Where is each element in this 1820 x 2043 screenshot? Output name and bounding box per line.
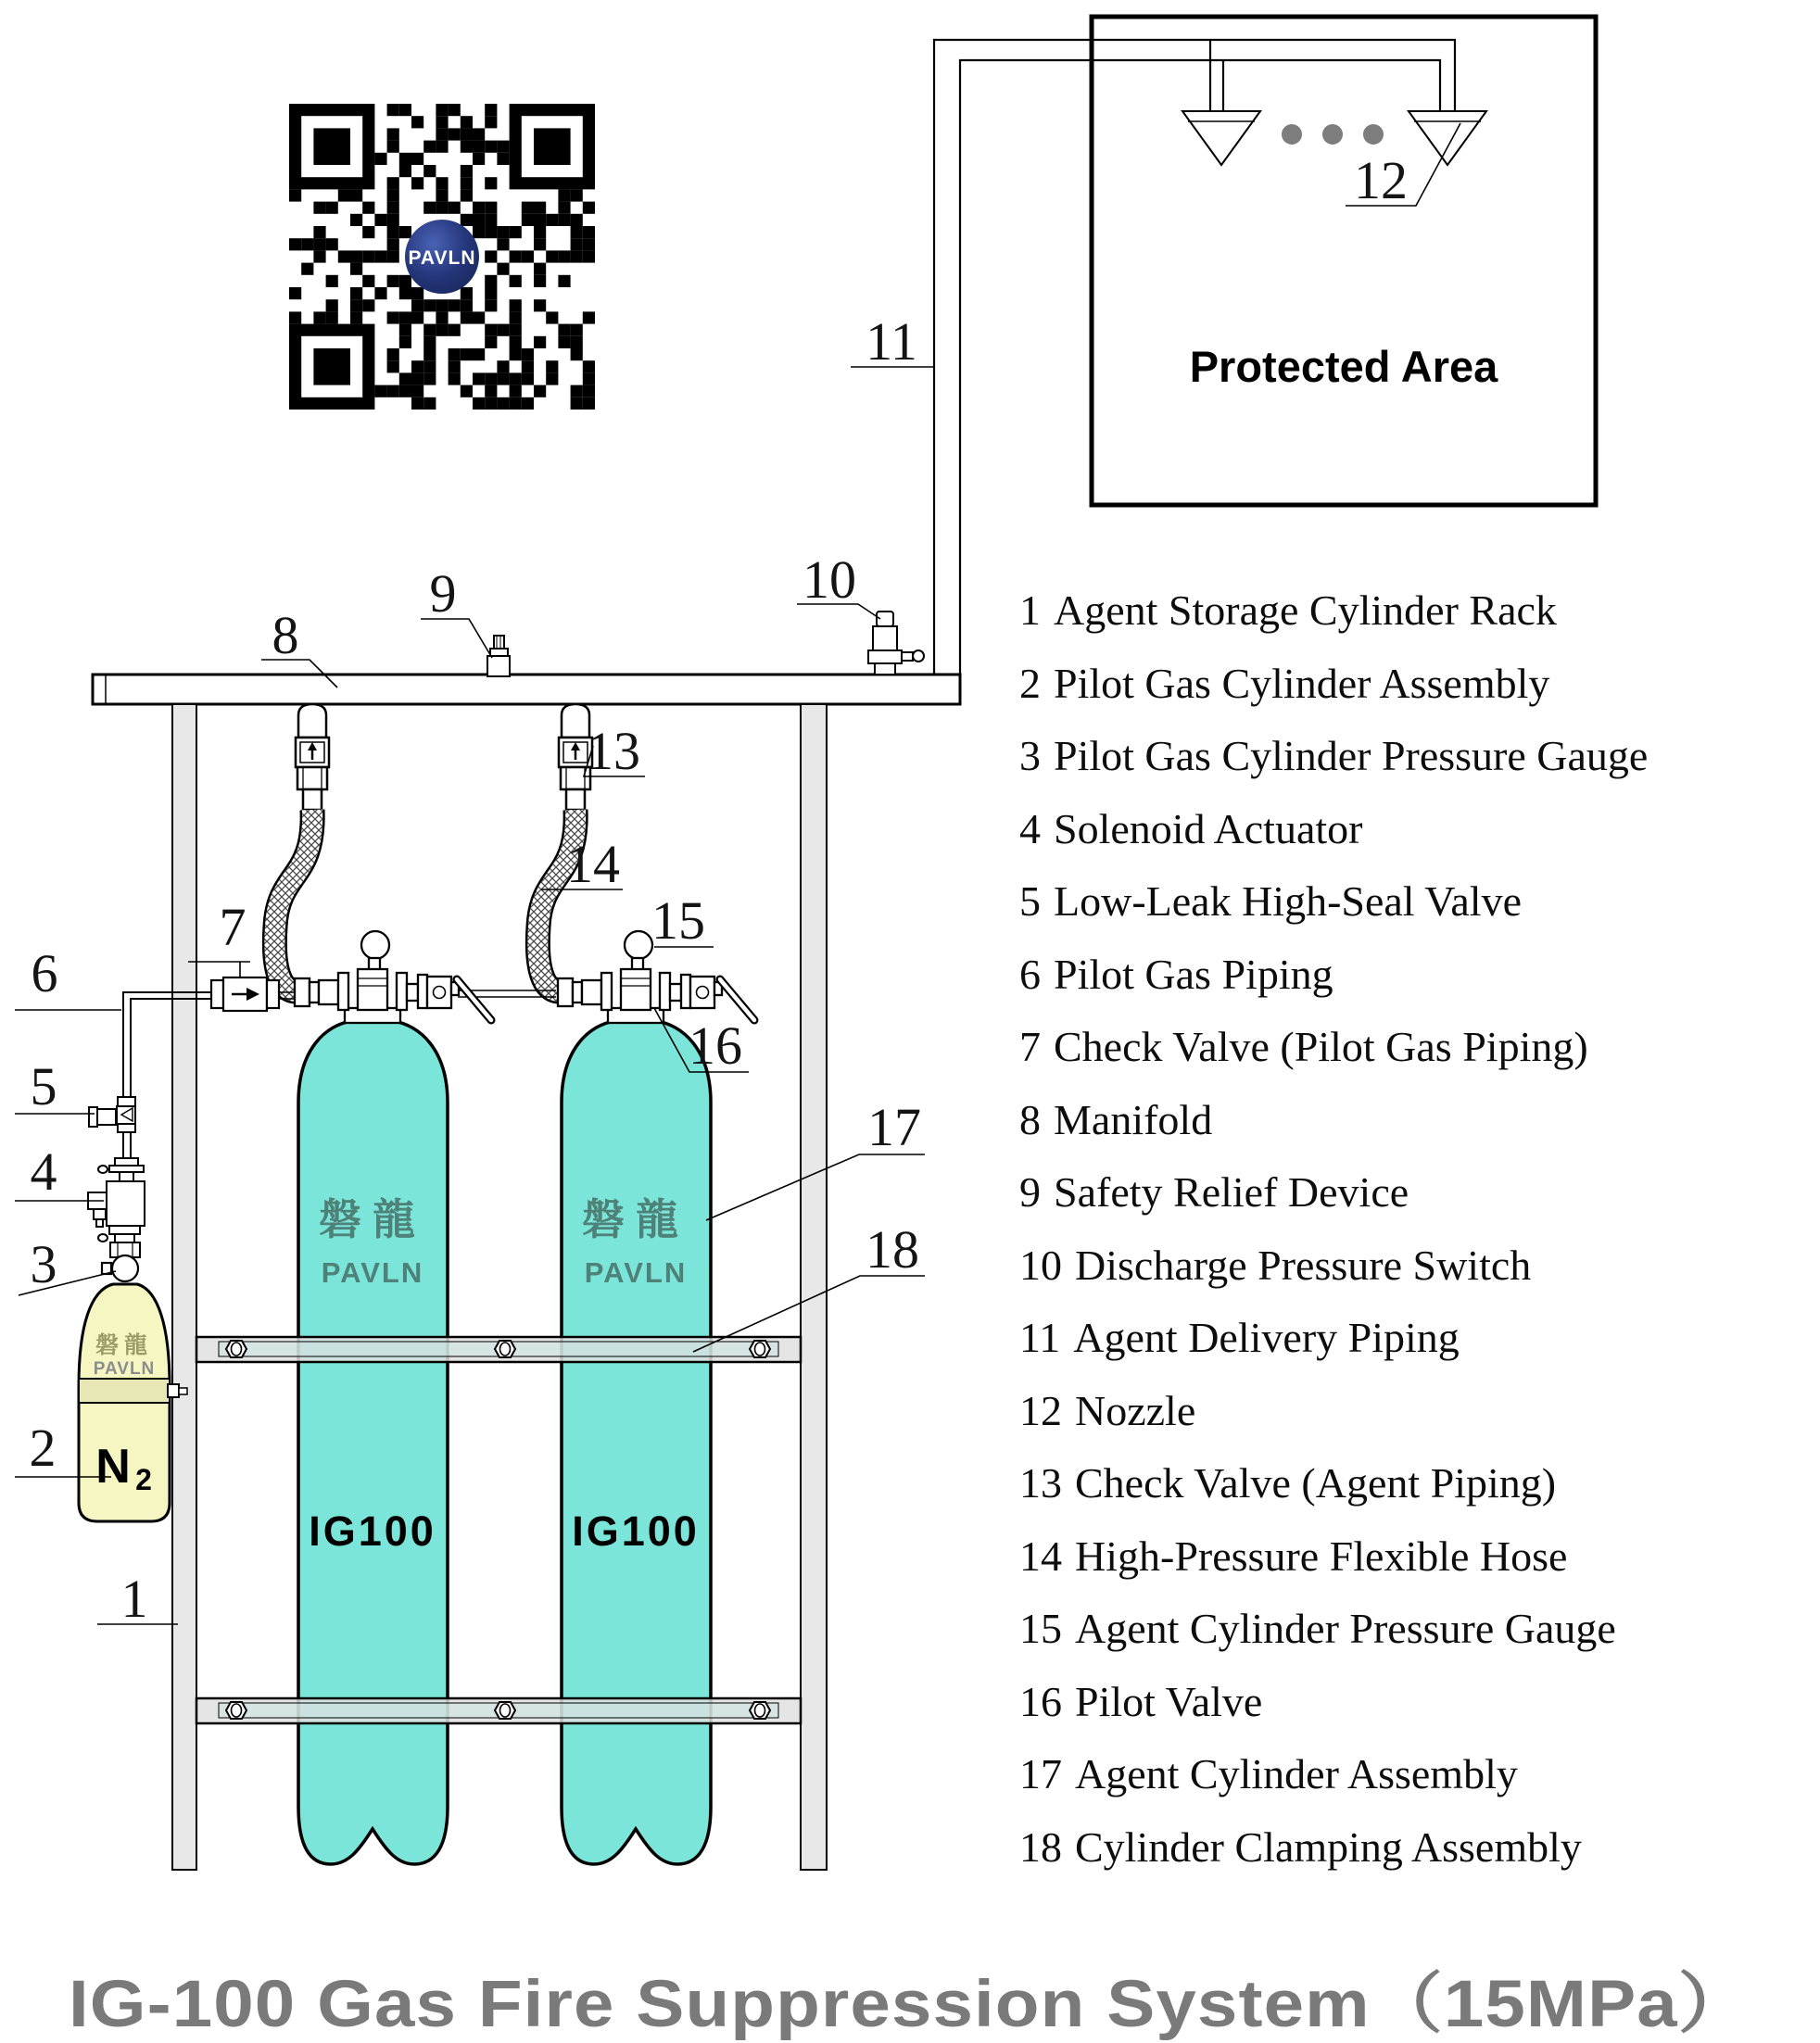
solenoid-actuator (88, 1158, 145, 1257)
legend-item: 5 Low-Leak High-Seal Valve (1019, 877, 1522, 925)
cylinder1-model: IG100 (309, 1507, 436, 1555)
callout-5: 5 (30, 1056, 57, 1116)
legend-item: 13 Check Valve (Agent Piping) (1019, 1459, 1557, 1507)
check-valve-pilot (211, 977, 279, 1011)
legend-item: 17 Agent Cylinder Assembly (1019, 1750, 1518, 1797)
pilot-cylinder-assembly (79, 1097, 187, 1521)
page-title: IG-100 Gas Fire Suppression System（15MPa） (68, 1968, 1752, 2041)
clamping-assembly-upper (196, 1337, 801, 1362)
legend-item: 16 Pilot Valve (1019, 1677, 1263, 1725)
legend-item: 15 Agent Cylinder Pressure Gauge (1019, 1605, 1616, 1652)
callout-18: 18 (866, 1219, 919, 1280)
callout-2: 2 (29, 1418, 57, 1478)
qr-code (289, 104, 595, 410)
legend-item: 2 Pilot Gas Cylinder Assembly (1019, 659, 1550, 707)
cylinder1-brand-en: PAVLN (321, 1256, 424, 1289)
callout-1: 1 (120, 1569, 148, 1629)
cylinder2-model: IG100 (572, 1507, 700, 1555)
legend-item: 14 High-Pressure Flexible Hose (1019, 1532, 1568, 1580)
callout-7: 7 (219, 897, 246, 957)
callout-12: 12 (1354, 150, 1408, 210)
legend-item: 18 Cylinder Clamping Assembly (1019, 1822, 1582, 1871)
clamping-assembly-lower (196, 1698, 801, 1723)
agent-cylinder-1 (298, 1021, 448, 1864)
legend-item: 7 Check Valve (Pilot Gas Piping) (1019, 1023, 1588, 1070)
callout-11: 11 (866, 311, 917, 372)
pilot-gas-subscript: 2 (135, 1463, 152, 1496)
cylinder1-brand-cn: 磐龍 (319, 1195, 426, 1243)
pilot-brand-cn: 磐龍 (95, 1332, 154, 1358)
callout-3: 3 (30, 1234, 57, 1294)
discharge-pressure-switch (868, 612, 924, 675)
callout-6: 6 (31, 943, 58, 1003)
pilot-brand-en: PAVLN (93, 1359, 156, 1379)
manifold (93, 675, 960, 704)
flexible-hose-1 (274, 810, 312, 991)
callout-9: 9 (429, 563, 457, 624)
callout-17: 17 (867, 1097, 921, 1157)
pavln-logo-text: PAVLN (408, 247, 476, 269)
cylinder2-brand-en: PAVLN (584, 1256, 688, 1289)
protected-area-box (1092, 17, 1596, 505)
protected-area-label: Protected Area (1189, 342, 1498, 391)
check-valve-agent-1 (296, 704, 329, 810)
legend-item: 1 Agent Storage Cylinder Rack (1019, 586, 1557, 634)
legend-item: 8 Manifold (1019, 1095, 1213, 1143)
legend-item: 4 Solenoid Actuator (1019, 804, 1363, 852)
cylinder2-brand-cn: 磐龍 (582, 1195, 689, 1243)
legend-item: 3 Pilot Gas Cylinder Pressure Gauge (1019, 732, 1649, 779)
nozzle-ellipsis-dots (1282, 124, 1384, 145)
agent-cylinder-2 (562, 1021, 711, 1864)
legend-list (1019, 574, 1816, 1884)
pilot-gas-label: N (95, 1440, 131, 1494)
callout-14: 14 (566, 834, 620, 894)
legend-item: 11 Agent Delivery Piping (1019, 1314, 1460, 1361)
callout-4: 4 (30, 1141, 57, 1202)
callout-16: 16 (689, 1015, 742, 1076)
callout-13: 13 (587, 721, 640, 781)
legend-item: 9 Safety Relief Device (1019, 1168, 1409, 1216)
cylinder-rack-posts (172, 704, 827, 1870)
callout-15: 15 (651, 890, 705, 951)
callout-10: 10 (803, 549, 856, 610)
legend-item: 6 Pilot Gas Piping (1019, 950, 1333, 998)
legend-item: 12 Nozzle (1019, 1386, 1196, 1434)
pilot-pressure-gauge (102, 1255, 138, 1281)
cylinder-valve-assembly-1 (295, 931, 491, 1023)
legend-item: 10 Discharge Pressure Switch (1019, 1241, 1532, 1289)
callout-8: 8 (272, 605, 299, 665)
